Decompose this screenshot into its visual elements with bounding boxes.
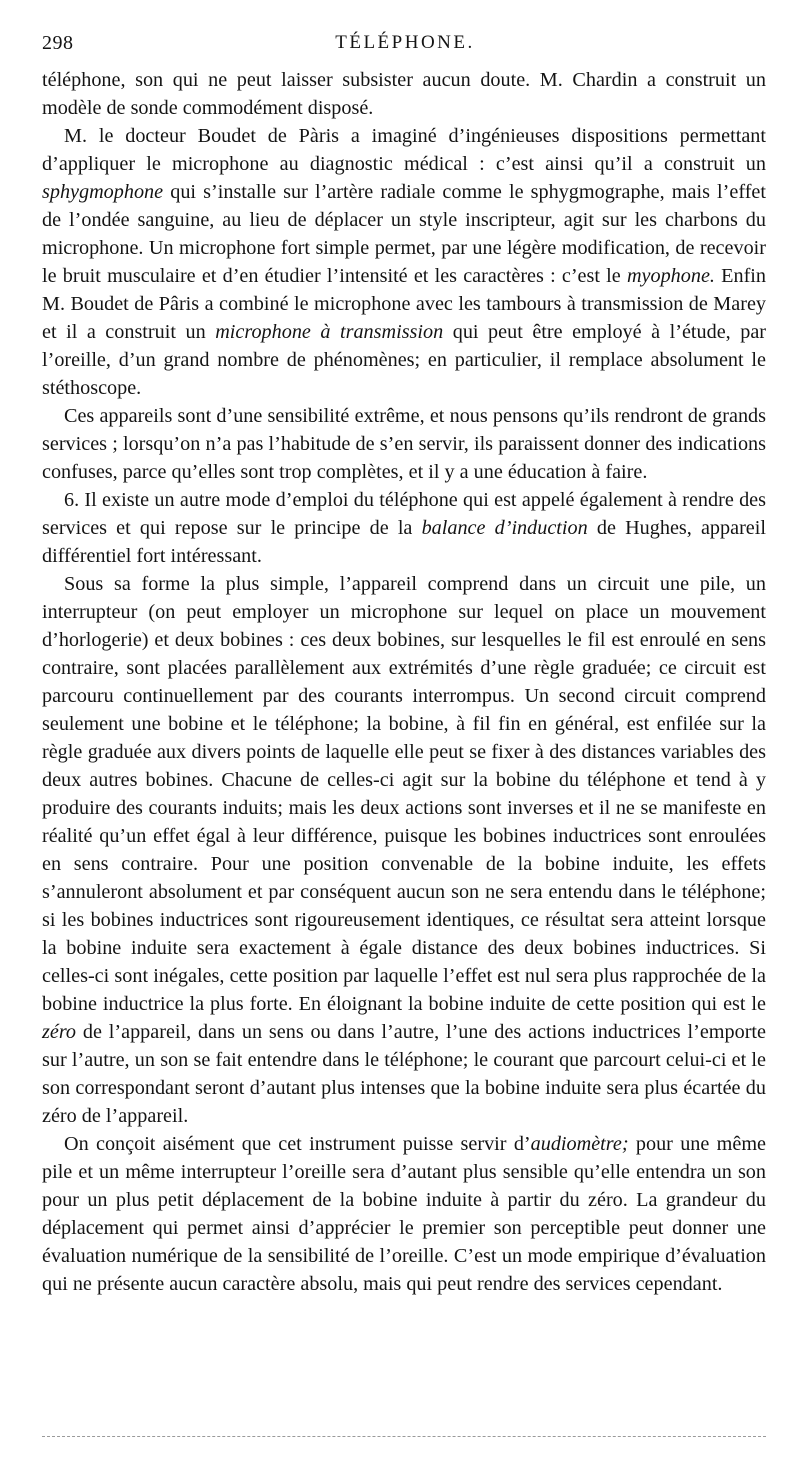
italic-term: balance d’induction xyxy=(421,517,588,539)
italic-term: zéro xyxy=(42,1021,77,1043)
italic-term: audiomètre; xyxy=(530,1133,629,1155)
page-number: 298 xyxy=(42,32,74,54)
text-run: qui s’installe sur l’artère radiale comme le sphygmographe, mais l’effet de l’ondée sanguine, au lieu de déplacer un style inscripteur, agit sur les charbons du microphone. Un microphone fort simple permet, par une légère modification, de recevoir le bruit musculaire et d’en étudier l’intensité et les caractères : c’est le xyxy=(42,181,766,287)
text-run: 6. Il existe un autre mode d’emploi du téléphone qui est appelé également à rendre des services et qui repose sur le principe de la xyxy=(42,489,766,539)
paragraph xyxy=(42,66,766,122)
text-run: qui peut être employé à l’étude, par l’oreille, d’un grand nombre de phénomènes; en particulier, il remplace absolument le stéthoscope. xyxy=(42,321,767,399)
page-header xyxy=(42,32,768,62)
paragraph xyxy=(42,570,766,1130)
text-run: Sous sa forme la plus simple, l’appareil comprend dans un circuit une pile, un interrupteur (on peut employer un microphone sur lequel on place un mouvement d’horlogerie) et deux bobines : ces deux bobines, sur lesquelles le fil est enroulé en sens contraire, sont placées parallèlement aux extrémités d’une règle graduée; ce circuit est parcouru continuellement par des courants interrompus. Un second circuit comprend seulement une bobine et le téléphone; la bobine, à fil fin en général, est enfilée sur la règle graduée aux divers points de laquelle elle peut se fixer à des distances variables des deux autres bobines. Chacune de celles-ci agit sur la bobine du téléphone et tend à y produire des courants induits; mais les deux actions sont inverses et il ne se manifeste en réalité qu’un effet égal à leur différence, puisque les bobines inductrices sont enroulées en sens contraire. Pour une position convenable de la bobine induite, les effets s’annuleront absolument et par conséquent aucun son ne sera entendu dans le téléphone; si les bobines inductrices sont rigoureusement identiques, ce résultat sera atteint lorsque la bobine induite sera exactement à égale distance des deux bobines inductrices. Si celles-ci sont inégales, cette position par laquelle l’effet est nul sera plus rapprochée de la bobine inductrice la plus forte. En éloignant la bobine induite de cette position qui est le xyxy=(42,573,766,1015)
body-text xyxy=(42,66,766,1298)
italic-term: myophone. xyxy=(626,265,715,287)
text-run: On conçoit aisément que cet instrument puisse servir d’ xyxy=(64,1133,531,1155)
italic-term: microphone à transmission xyxy=(215,321,444,343)
text-run: Enfin M. Boudet de Pâris a combiné le microphone avec les tambours à transmission de Marey et il a construit un xyxy=(42,265,766,343)
text-run: téléphone, son qui ne peut laisser subsister aucun doute. M. Chardin a construit un modèle de sonde commodément disposé. xyxy=(42,69,766,119)
text-run: Ces appareils sont d’une sensibilité extrême, et nous pensons qu’ils rendront de grands services ; lorsqu’on n’a pas l’habitude de s’en servir, ils paraissent donner des indications confuses, parce qu’elles sont trop complètes, et il y a une éducation à faire. xyxy=(42,405,766,483)
footer-rule xyxy=(42,1436,766,1437)
running-title: TÉLÉPHONE. xyxy=(335,32,475,53)
italic-term: sphygmophone xyxy=(42,181,164,203)
paragraph xyxy=(42,1130,766,1298)
text-run: M. le docteur Boudet de Pàris a imaginé d’ingénieuses dispositions permettant d’appliquer le microphone au diagnostic médical : c’est ainsi qu’il a construit un xyxy=(42,125,766,175)
text-run: de Hughes, appareil différentiel fort intéressant. xyxy=(42,517,766,567)
paragraph xyxy=(42,402,766,486)
paragraph xyxy=(42,486,766,570)
text-run: pour une même pile et un même interrupteur l’oreille sera d’autant plus sensible qu’elle entendra un son pour un plus petit déplacement de la bobine induite à partir du zéro. La grandeur du déplacement qui permet ainsi d’apprécier le premier son perceptible peut donner une évaluation numérique de la sensibilité de l’oreille. C’est un mode empirique d’évaluation qui ne présente aucun caractère absolu, mais qui peut rendre des services cependant. xyxy=(42,1133,766,1295)
text-run: de l’appareil, dans un sens ou dans l’autre, l’une des actions inductrices l’emporte sur l’autre, un son se fait entendre dans le téléphone; le courant que parcourt celui-ci et le son correspondant seront d’autant plus intenses que la bobine induite sera plus écartée du zéro de l’appareil. xyxy=(42,1021,766,1127)
paragraph xyxy=(42,122,766,402)
